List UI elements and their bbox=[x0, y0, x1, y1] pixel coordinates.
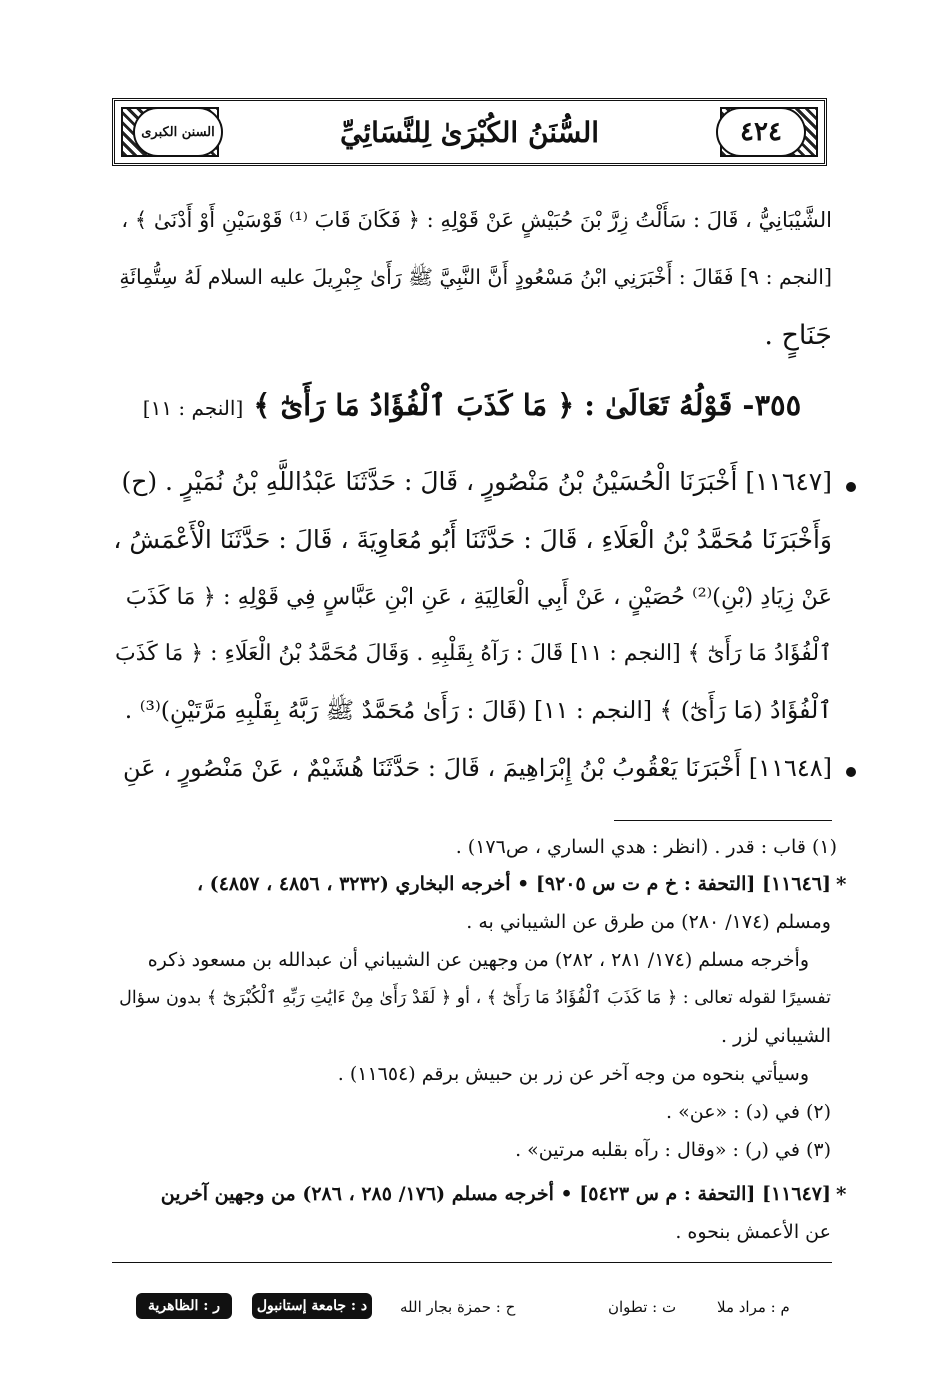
footer-separator bbox=[112, 1262, 832, 1263]
book-logo: السنن الكبرى bbox=[133, 107, 223, 157]
footer-siglum-t: ت : تطوان bbox=[608, 1298, 677, 1316]
footnote: [١١٦٤٧] [التحفة : م س ٥٤٢٣] • أخرجه مسلم (١٧٦/ ٢٨٥ ، ٢٨٦) من وجهين آخرين bbox=[160, 1183, 831, 1205]
hadith-bullet bbox=[846, 767, 856, 777]
text-line: الشَّيْبَانِيُّ ، قَالَ : سَأَلْتُ زِرَّ بْنَ حُبَيْشٍ عَنْ قَوْلِهِ : ﴿ فَكَانَ قَابَ ⁽¹⁾ قَوْسَيْنِ أَوْ أَدْنَىٰ ﴾ ، bbox=[121, 208, 832, 232]
page-number: ٤٢٤ bbox=[716, 107, 806, 157]
footnote: تفسيرًا لقوله تعالى : ﴿ مَا كَذَبَ ٱلْفُؤَادُ مَا رَأَىٰٓ ﴾ ، أو ﴿ لَقَدْ رَأَىٰ مِنْ ءَايَٰتِ رَبِّهِ ٱلْكُبْرَىٰٓ ﴾ بدون سؤال bbox=[119, 988, 831, 1008]
text-line: جَنَاحٍ . bbox=[764, 320, 832, 351]
text-line: ٱلْفُؤَادُ مَا رَأَىٰٓ ﴾ [النجم : ١١] قَالَ : رَآهُ بِقَلْبِهِ . وَقَالَ مُحَمَّدُ بْنُ الْعَلَاءِ : ﴿ مَا كَذَبَ bbox=[115, 641, 832, 666]
footnote: ومسلم (١٧٤/ ٢٨٠) من طرق عن الشيباني به . bbox=[466, 911, 831, 933]
footer-siglum-m: م : مراد ملا bbox=[717, 1298, 790, 1316]
footnote: الشيباني لزر . bbox=[721, 1025, 831, 1047]
footnote: وأخرجه مسلم (١٧٤/ ٢٨١ ، ٢٨٢) من وجهين عن الشيباني أن عبدالله بن مسعود ذكره bbox=[147, 949, 809, 971]
text-line: وَأَخْبَرَنَا مُحَمَّدُ بْنُ الْعَلَاءِ ، قَالَ : حَدَّثَنَا أَبُو مُعَاوِيَةَ ، قَالَ : حَدَّثَنَا الْأَعْمَشُ ، bbox=[113, 525, 832, 554]
footnote: (١) قاب : قدر . (انظر : هدي الساري ، ص١٧٦) . bbox=[455, 836, 837, 858]
footnote: عن الأعمش بنحوه . bbox=[675, 1221, 831, 1243]
footer-siglum-d: د : جامعة إستانبول bbox=[252, 1293, 372, 1319]
footnote: وسيأتي بنحوه من وجه آخر عن زر بن حبيش برقم (١١٦٥٤) . bbox=[337, 1063, 809, 1085]
footnote: (٢) في (د) : «عن» . bbox=[666, 1101, 831, 1123]
chapter-ref: [النجم : ١١] bbox=[142, 396, 244, 420]
footnote: (٣) في (ر) : «وقال : رآه بقلبه مرتين» . bbox=[515, 1139, 831, 1161]
text-line: [النجم : ٩] فَقَالَ : أَخْبَرَنِي ابْنُ مَسْعُودٍ أَنَّ النَّبِيَّ ﷺ رَأَىٰ جِبْرِيلَ عليه السلام لَهُ سِتُّمِائَةِ bbox=[119, 265, 832, 289]
footnote-separator bbox=[614, 820, 832, 821]
book-title: السُّنَنُ الكُبْرَىٰ لِلنَّسَائِيِّ bbox=[339, 115, 600, 149]
text-line: [١١٦٤٧] أَخْبَرَنَا الْحُسَيْنُ بْنُ مَنْصُورٍ ، قَالَ : حَدَّثَنَا عَبْدُاللَّهِ بْنُ نُمَيْرٍ . (ح) bbox=[121, 467, 832, 496]
text-line: ٱلْفُؤَادُ (مَا رَأَىٰٓ) ﴾ [النجم : ١١] (قَالَ : رَأَىٰ مُحَمَّدٌ ﷺ رَبَّهُ بِقَلْبِهِ مَرَّتَيْنِ)⁽³⁾ . bbox=[124, 696, 832, 724]
page-header bbox=[112, 98, 827, 166]
footnote: [١١٦٤٦] [التحفة : خ م ت س ٩٢٠٥] • أخرجه البخاري (٣٢٣٢ ، ٤٨٥٦ ، ٤٨٥٧) ، bbox=[196, 873, 831, 895]
text-line: [١١٦٤٨] أَخْبَرَنَا يَعْقُوبُ بْنُ إِبْرَاهِيمَ ، قَالَ : حَدَّثَنَا هُشَيْمٌ ، عَنْ مَنْصُورٍ ، عَنِ bbox=[122, 754, 832, 782]
hadith-bullet bbox=[846, 482, 856, 492]
chapter-heading bbox=[112, 388, 832, 422]
footer-siglum-r: ر : الظاهرية bbox=[136, 1293, 232, 1319]
footer-siglum-h: ح : حمزة بجار الله bbox=[400, 1298, 516, 1316]
asterisk-icon: * bbox=[836, 872, 847, 896]
asterisk-icon: * bbox=[836, 1182, 847, 1206]
text-line: عَنْ زِيَادِ (بْنِ)⁽²⁾ حُصَيْنٍ ، عَنْ أَبِي الْعَالِيَةِ ، عَنِ ابْنِ عَبَّاسٍ فِي قَوْلِهِ : ﴿ مَا كَذَبَ bbox=[125, 584, 832, 610]
chapter-title: ٣٥٥- قَوْلُهُ تَعَالَىٰ : ﴿ مَا كَذَبَ ٱلْفُؤَادُ مَا رَأَىٰٓ ﴾ bbox=[253, 388, 802, 422]
